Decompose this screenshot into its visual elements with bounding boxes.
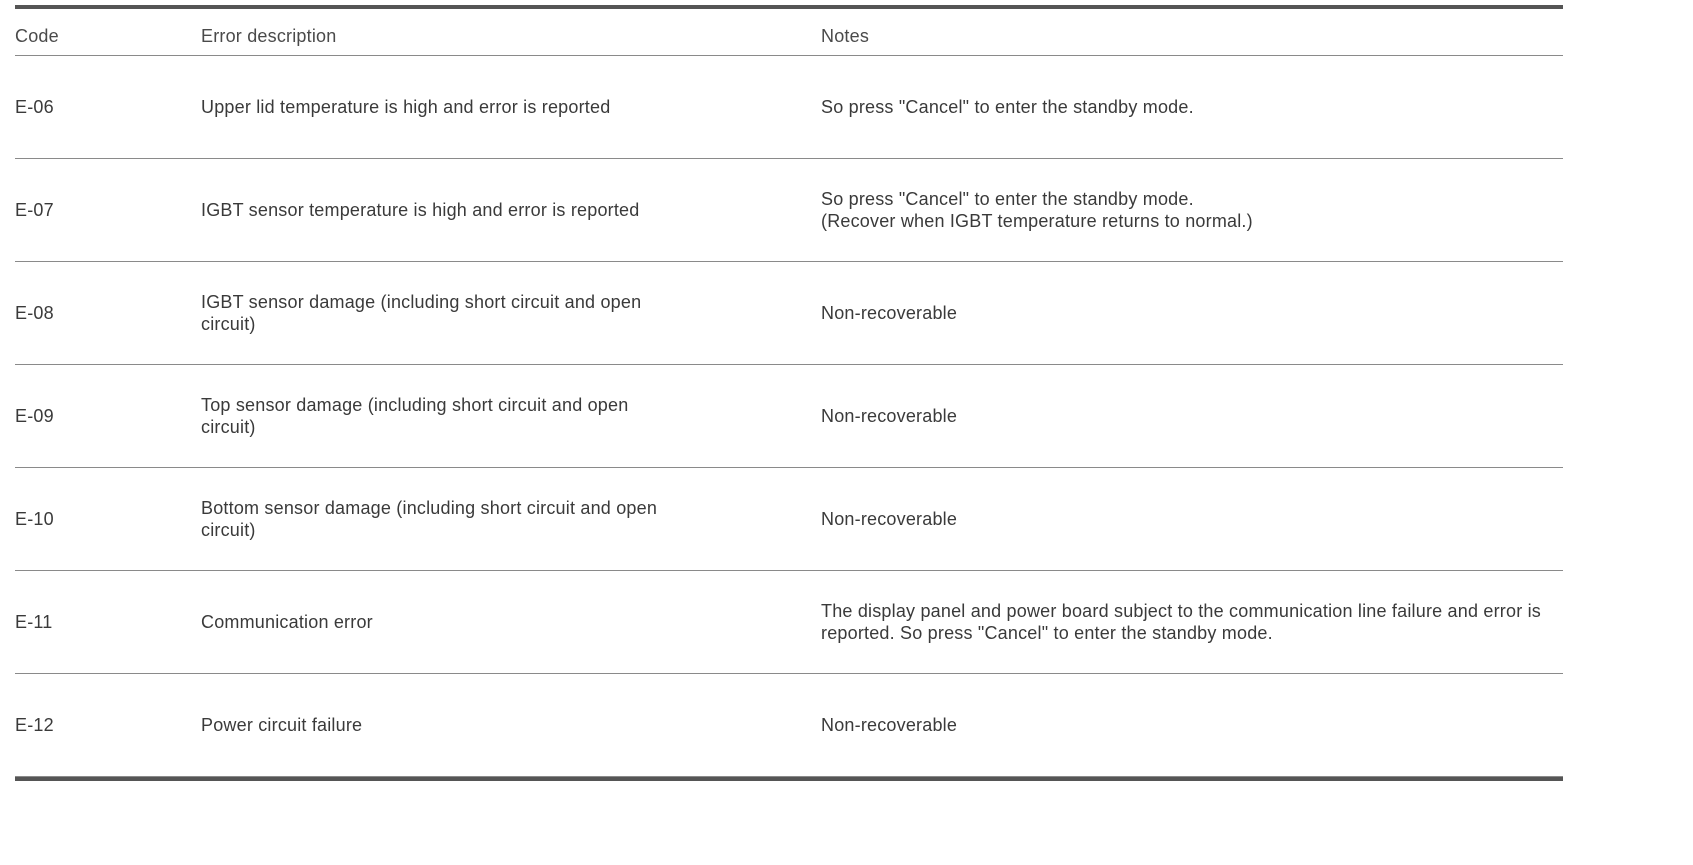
row-code: E-06: [15, 97, 54, 117]
row-description: Top sensor damage (including short circuit and open circuit): [201, 395, 629, 437]
row-notes: So press "Cancel" to enter the standby mode.: [821, 97, 1194, 117]
row-description: Communication error: [201, 612, 373, 632]
table-row: [15, 56, 1563, 159]
row-description: Power circuit failure: [201, 715, 363, 735]
table-row: [15, 262, 1563, 365]
row-code: E-08: [15, 303, 54, 323]
row-notes: Non-recoverable: [821, 509, 958, 529]
row-code: E-07: [15, 200, 54, 220]
table-row: [15, 159, 1563, 262]
row-code: E-09: [15, 406, 54, 426]
row-notes: Non-recoverable: [821, 406, 958, 426]
row-description: Upper lid temperature is high and error is reported: [201, 97, 611, 117]
table-bottom-rule: [15, 777, 1563, 781]
row-description: IGBT sensor temperature is high and error is reported: [201, 200, 640, 220]
row-notes: Non-recoverable: [821, 715, 958, 735]
row-description: Bottom sensor damage (including short circuit and open circuit): [201, 498, 658, 540]
row-notes: The display panel and power board subject to the communication line failure and error is reported. So press "Cancel" to enter the standby mode.: [821, 601, 1541, 643]
row-code: E-10: [15, 509, 54, 529]
error-code-table: [15, 5, 1563, 781]
header-notes: Notes: [821, 26, 870, 46]
table-header-row: [15, 9, 1563, 56]
row-description: IGBT sensor damage (including short circuit and open circuit): [201, 292, 642, 334]
row-notes: So press "Cancel" to enter the standby mode. (Recover when IGBT temperature returns to normal.): [821, 189, 1253, 231]
header-error-description: Error description: [201, 26, 337, 46]
table-row: [15, 468, 1563, 571]
header-code: Code: [15, 26, 59, 46]
table-row: [15, 365, 1563, 468]
row-notes: Non-recoverable: [821, 303, 958, 323]
row-code: E-11: [15, 612, 53, 632]
table-row: [15, 571, 1563, 674]
row-code: E-12: [15, 715, 54, 735]
table-row: [15, 674, 1563, 777]
